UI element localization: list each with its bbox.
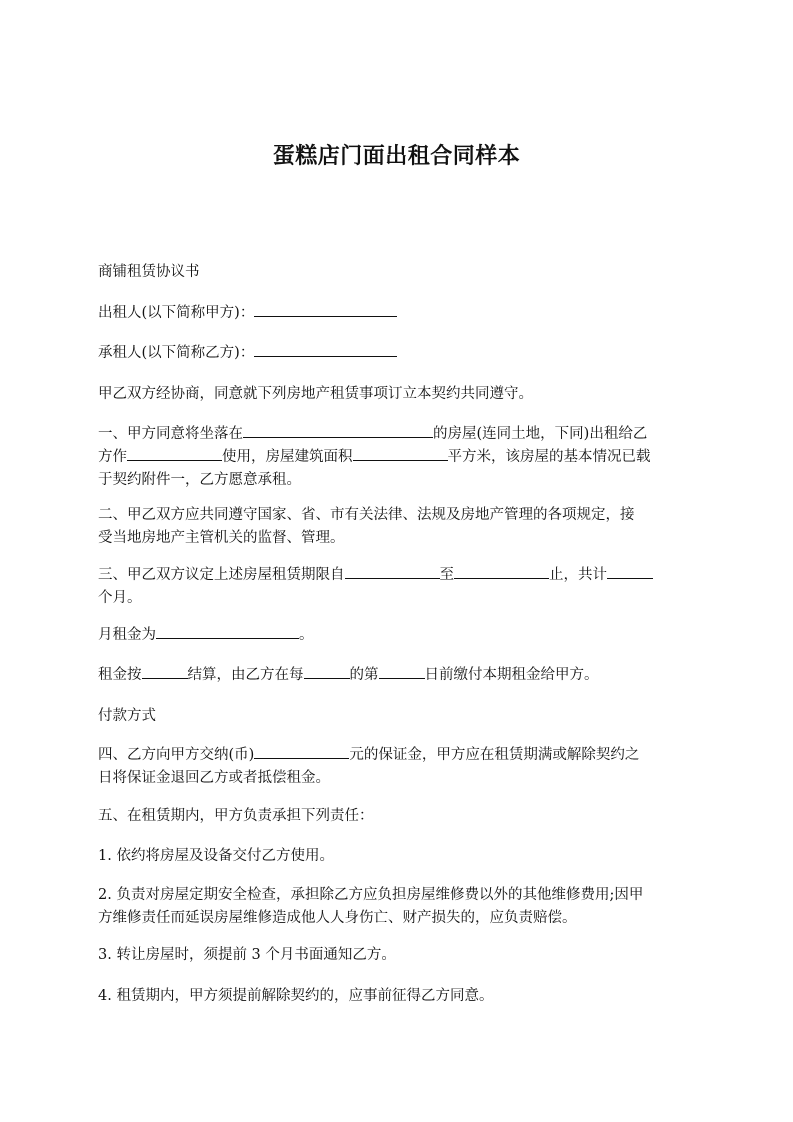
clause-2-line-1: 二、甲乙双方应共同遵守国家、省、市有关法律、法规及房地产管理的各项规定，接 xyxy=(98,507,635,523)
lessee-blank[interactable] xyxy=(254,342,397,357)
months-blank[interactable] xyxy=(607,564,653,579)
payment-method: 付款方式 xyxy=(98,708,156,724)
settle-day-blank[interactable] xyxy=(379,664,425,679)
clause-3-text-d: 个月。 xyxy=(98,590,142,606)
document-title: 蛋糕店门面出租合同样本 xyxy=(272,144,521,169)
clause-3-text-b: 至 xyxy=(439,567,454,583)
settle-text-c: 的第 xyxy=(349,667,379,683)
clause-2 xyxy=(98,504,690,550)
subtitle: 商铺租赁协议书 xyxy=(98,264,200,280)
settle-period-blank[interactable] xyxy=(142,664,188,679)
item-2 xyxy=(98,884,690,930)
settle-text-b: 结算，由乙方在每 xyxy=(187,667,304,683)
usage-blank[interactable] xyxy=(127,446,222,461)
clause-1-text-c: 方作 xyxy=(98,449,127,465)
clause-1-text-e: 平方米，该房屋的基本情况已载 xyxy=(447,449,651,465)
clause-1-text-a: 一、甲方同意将坐落在 xyxy=(98,426,243,442)
deposit-blank[interactable] xyxy=(254,744,349,759)
clause-3 xyxy=(98,564,690,610)
clause-1-text-d: 使用，房屋建筑面积 xyxy=(222,449,353,465)
end-date-blank[interactable] xyxy=(454,564,549,579)
clause-1-text-f: 于契约附件一，乙方愿意承租。 xyxy=(98,472,301,488)
lessor-line xyxy=(98,302,690,325)
clause-3-text-c: 止，共计 xyxy=(549,567,607,583)
location-blank[interactable] xyxy=(243,423,433,438)
intro-paragraph: 甲乙双方经协商，同意就下列房地产租赁事项订立本契约共同遵守。 xyxy=(98,386,533,402)
rent-end: 。 xyxy=(299,627,314,643)
start-date-blank[interactable] xyxy=(345,564,440,579)
clause-1-text-b: 的房屋(连同土地，下同)出租给乙 xyxy=(433,426,648,442)
lessor-label: 出租人(以下简称甲方)： xyxy=(98,305,255,321)
rent-label: 月租金为 xyxy=(98,627,156,643)
settle-each-blank[interactable] xyxy=(304,664,350,679)
item-2-line-2: 方维修责任而延误房屋维修造成他人人身伤亡、财产损失的，应负责赔偿。 xyxy=(98,910,577,926)
clause-1 xyxy=(98,423,690,492)
clause-3-text-a: 三、甲乙双方议定上述房屋租赁期限自 xyxy=(98,567,345,583)
clause-4-text-a: 四、乙方向甲方交纳(币) xyxy=(98,747,255,763)
clause-2-line-2: 受当地房地产主管机关的监督、管理。 xyxy=(98,530,345,546)
settlement-line xyxy=(98,664,690,687)
settle-text-d: 日前缴付本期租金给甲方。 xyxy=(424,667,599,683)
lessee-label: 承租人(以下简称乙方)： xyxy=(98,345,255,361)
lessee-line xyxy=(98,342,690,365)
area-blank[interactable] xyxy=(353,446,448,461)
settle-text-a: 租金按 xyxy=(98,667,142,683)
rent-blank[interactable] xyxy=(156,624,299,639)
item-4: 4. 租赁期内，甲方须提前解除契约的，应事前征得乙方同意。 xyxy=(98,988,494,1004)
clause-4 xyxy=(98,744,690,790)
rent-line xyxy=(98,624,690,647)
item-1: 1. 依约将房屋及设备交付乙方使用。 xyxy=(98,848,334,864)
clause-4-text-b: 元的保证金，甲方应在租赁期满或解除契约之 xyxy=(349,747,640,763)
item-3: 3. 转让房屋时，须提前 3 个月书面通知乙方。 xyxy=(98,947,396,963)
item-2-line-1: 2. 负责对房屋定期安全检查，承担除乙方应负担房屋维修费以外的其他维修费用;因甲 xyxy=(98,887,644,903)
clause-5: 五、在租赁期内，甲方负责承担下列责任： xyxy=(98,808,374,824)
lessor-blank[interactable] xyxy=(254,302,397,317)
clause-4-text-c: 日将保证金退回乙方或者抵偿租金。 xyxy=(98,770,330,786)
